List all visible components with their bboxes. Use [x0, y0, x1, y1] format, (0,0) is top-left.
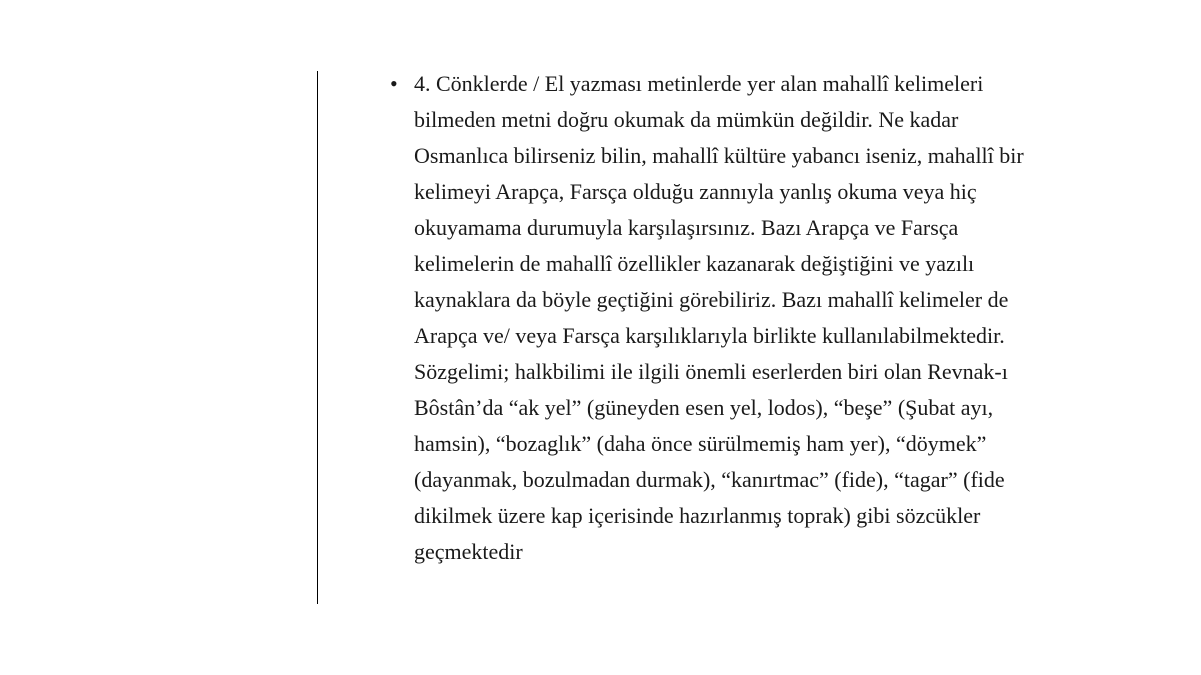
slide-content — [390, 66, 1120, 570]
text-line: okuyamama durumuyla karşılaşırsınız. Bazı Arapça ve Farsça — [414, 215, 959, 240]
text-line: Bôstân’da “ak yel” (güneyden esen yel, lodos), “beşe” (Şubat ayı, — [414, 395, 994, 420]
text-line: kelimelerin de mahallî özellikler kazanarak değiştiğini ve yazılı — [414, 251, 975, 276]
text-line: Sözgelimi; halkbilimi ile ilgili önemli eserlerden biri olan Revnak-ı — [414, 359, 1008, 384]
text-line: Arapça ve/ veya Farsça karşılıklarıyla birlikte kullanılabilmektedir. — [414, 323, 1005, 348]
text-line: (dayanmak, bozulmadan durmak), “kanırtmac” (fide), “tagar” (fide — [414, 467, 1005, 492]
vertical-divider — [317, 71, 318, 604]
text-line: 4. Cönklerde / El yazması metinlerde yer alan mahallî kelimeleri — [414, 71, 984, 96]
bullet-list — [390, 66, 1120, 570]
text-line: dikilmek üzere kap içerisinde hazırlanmış toprak) gibi sözcükler — [414, 503, 981, 528]
text-line: bilmeden metni doğru okumak da mümkün değildir. Ne kadar — [414, 107, 959, 132]
bullet-dot-icon: • — [390, 71, 398, 96]
text-line: kelimeyi Arapça, Farsça olduğu zannıyla yanlış okuma veya hiç — [414, 179, 977, 204]
bullet-item — [390, 66, 1120, 570]
text-line: hamsin), “bozaglık” (daha önce sürülmemiş ham yer), “döymek” — [414, 431, 987, 456]
text-line: kaynaklara da böyle geçtiğini görebiliriz. Bazı mahallî kelimeler de — [414, 287, 1009, 312]
text-line: geçmektedir — [414, 539, 523, 564]
text-line: Osmanlıca bilirseniz bilin, mahallî kültüre yabancı iseniz, mahallî bir — [414, 143, 1024, 168]
